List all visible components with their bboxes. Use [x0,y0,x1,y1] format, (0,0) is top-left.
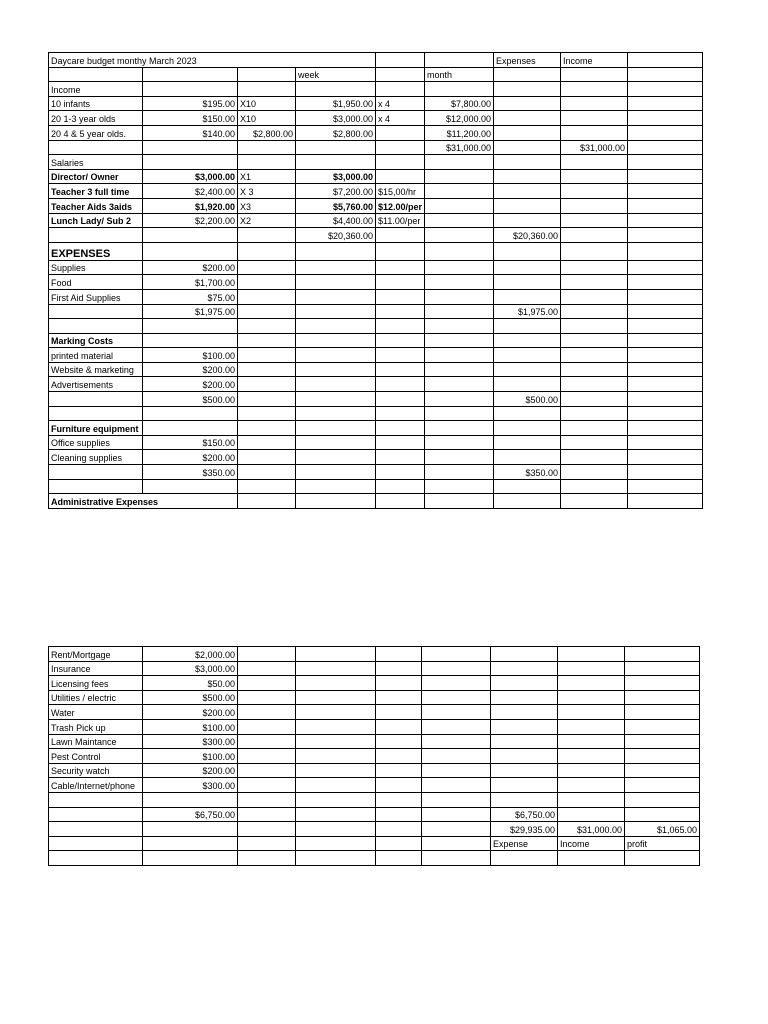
summary-profit-total: $1,065.00 [625,822,700,837]
summary-label-row [49,836,700,851]
admin-row: Cable/Internet/phone $300.00 [49,778,700,793]
admin-section-label: Administrative Expenses [49,494,238,509]
admin-row: Rent/Mortgage $2,000.00 [49,647,700,662]
income-row: 10 infants $195.00 X10 $1,950.00 x 4 $7,800.00 [49,96,703,111]
income-row: 20 1-3 year olds $150.00 X10 $3,000.00 x 4 $12,000.00 [49,111,703,126]
admin-total: $6,750.00 [143,807,238,822]
expense-total-row [49,304,703,319]
income-total: $31,000.00 [561,140,628,155]
expense-row: Food $1,700.00 [49,275,703,290]
salary-row: Teacher 3 full time $2,400.00 X 3 $7,200.00 $15,00/hr [49,184,703,199]
summary-row [49,822,700,837]
admin-row: Security watch $200.00 [49,763,700,778]
expense-row: First Aid Supplies $75.00 [49,289,703,304]
header-week: week [296,67,376,82]
salary-total-row [49,228,703,243]
summary-expense-total: $29,935.00 [491,822,558,837]
admin-expense-total: $6,750.00 [491,807,558,822]
expense-row: Supplies $200.00 [49,260,703,275]
header-income: Income [561,53,628,68]
marketing-row: Website & marketing $200.00 [49,362,703,377]
marketing-total-row [49,392,703,407]
admin-row: Utilities / electric $500.00 [49,690,700,705]
salary-row: Teacher Aids 3aids $1,920.00 X3 $5,760.00 $12.00/per [49,198,703,213]
income-section-label: Income [49,82,143,97]
marketing-row: Advertisements $200.00 [49,377,703,392]
salaries-week-total: $20,360.00 [296,228,376,243]
income-month-total: $31,000.00 [425,140,494,155]
marketing-total: $500.00 [143,392,238,407]
admin-row: Insurance $3,000.00 [49,661,700,676]
header-month: month [425,67,494,82]
expenses-section-label: EXPENSES [49,242,143,260]
income-total-row [49,140,703,155]
admin-row: Lawn Maintance $300.00 [49,734,700,749]
summary-income-label: Income [558,836,625,851]
marketing-section-label: Marking Costs [49,333,143,348]
income-row: 20 4 & 5 year olds. $140.00 $2,800.00 $2,800.00 $11,200.00 [49,125,703,140]
furniture-total: $350.00 [143,465,238,480]
salaries-expense-total: $20,360.00 [494,228,561,243]
furniture-row: Office supplies $150.00 [49,435,703,450]
expenses-total: $1,975.00 [143,304,238,319]
sheet-title: Daycare budget monthy March 2023 [49,53,376,68]
furniture-row: Cleaning supplies $200.00 [49,450,703,465]
marketing-row: printed material $100.00 [49,348,703,363]
salaries-section-label: Salaries [49,155,143,170]
header-expenses: Expenses [494,53,561,68]
expenses-expense-total: $1,975.00 [494,304,561,319]
marketing-expense-total: $500.00 [494,392,561,407]
summary-profit-label: profit [625,836,700,851]
admin-row: Trash Pick up $100.00 [49,719,700,734]
summary-expense-label: Expense [491,836,558,851]
budget-sheet-bottom [48,646,700,866]
furniture-expense-total: $350.00 [494,465,561,480]
budget-sheet-top [48,52,703,509]
furniture-total-row [49,465,703,480]
admin-row: Licensing fees $50.00 [49,676,700,691]
summary-income-total: $31,000.00 [558,822,625,837]
admin-row: Water $200.00 [49,705,700,720]
admin-total-row [49,807,700,822]
admin-row: Pest Control $100.00 [49,749,700,764]
salary-row: Director/ Owner $3,000.00 X1 $3,000.00 [49,169,703,184]
furniture-section-label: Furniture equipment [49,421,143,436]
salary-row: Lunch Lady/ Sub 2 $2,200.00 X2 $4,400.00 $11.00/per [49,213,703,228]
